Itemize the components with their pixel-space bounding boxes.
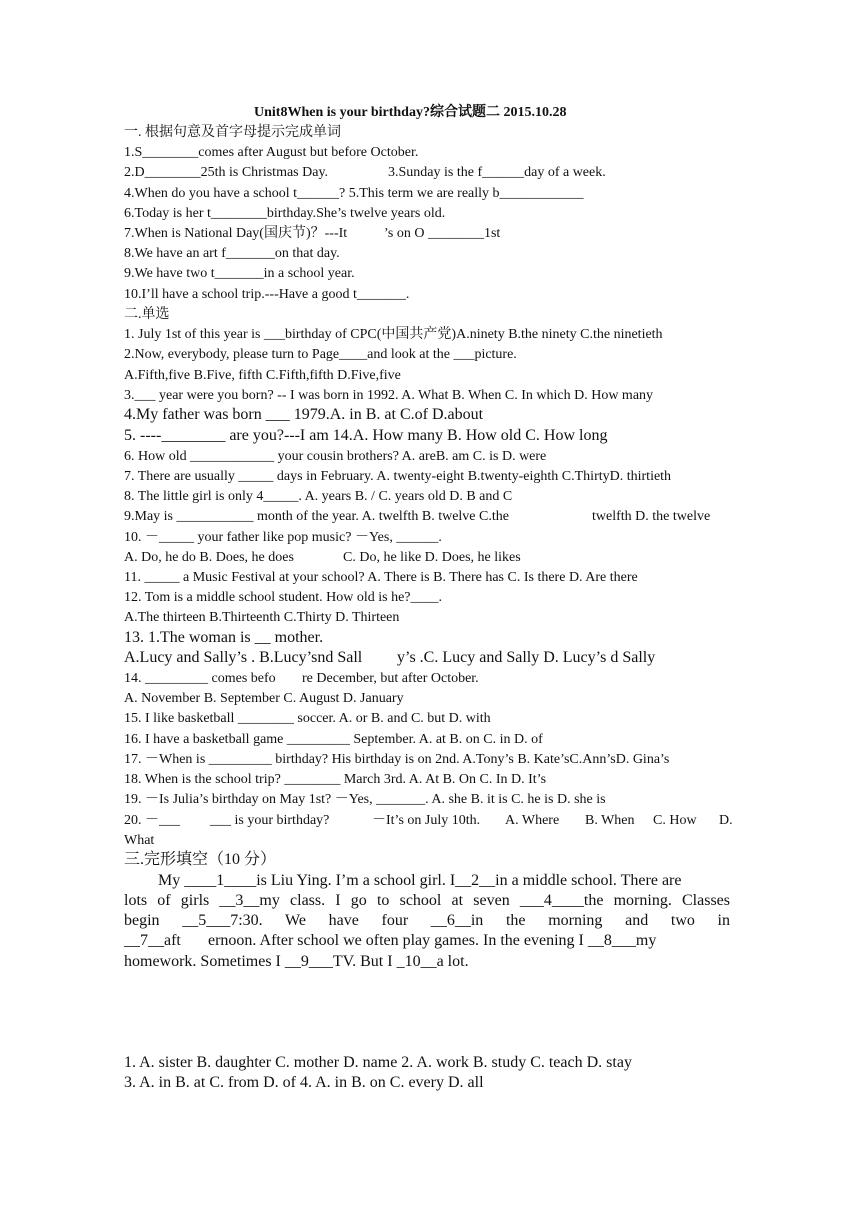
question-line: 10. －_____ your father like pop music? －Yes, ______. xyxy=(124,530,442,545)
option-a: A. Where xyxy=(505,813,560,828)
option-d-text: What xyxy=(124,833,155,848)
passage-line: My ____1____is Liu Ying. I’m a school girl. I__2__in a middle school. There are xyxy=(158,872,682,889)
options-line: y’s .C. Lucy and Sally D. Lucy’s d Sally xyxy=(397,649,656,666)
section-two-heading: 二.单选 xyxy=(124,307,170,322)
passage-line: ernoon. After school we often play games. In the evening I __8___my xyxy=(208,932,657,949)
question-line: 15. I like basketball ________ soccer. A. or B. and C. but D. with xyxy=(124,711,491,726)
passage-line: begin __5___7:30. We have four __6__in the morning and two in xyxy=(124,912,730,929)
question-line: 12. Tom is a middle school student. How old is he?____. xyxy=(124,590,443,605)
question-line: ___ is your birthday? xyxy=(210,813,330,828)
question-line: 18. When is the school trip? ________ March 3rd. A. At B. On C. In D. It’s xyxy=(124,772,547,787)
passage-line: __7__aft xyxy=(124,932,181,949)
question-line: 20. －___ xyxy=(124,813,180,828)
options-line: A.Lucy and Sally’s . B.Lucy’snd Sall xyxy=(124,649,363,666)
options-line: A. Do, he do B. Does, he does xyxy=(124,550,294,565)
options-line: 3. A. in B. at C. from D. of 4. A. in B. on C. every D. all xyxy=(124,1074,484,1091)
question-line: 1. July 1st of this year is ___birthday of CPC(中国共产党)A.ninety B.the ninety C.the ninetieth xyxy=(124,327,663,342)
question-line: 11. _____ a Music Festival at your school? A. There is B. There has C. Is there D. Are there xyxy=(124,570,638,585)
passage-line: homework. Sometimes I __9___TV. But I _10__a lot. xyxy=(124,953,469,970)
options-line: A. November B. September C. August D. January xyxy=(124,691,404,706)
question-line: 6.Today is her t________birthday.She’s twelve years old. xyxy=(124,206,446,221)
question-line: 8.We have an art f_______on that day. xyxy=(124,246,340,261)
question-line: 3.Sunday is the f______day of a week. xyxy=(388,165,606,180)
options-line: A.The thirteen B.Thirteenth C.Thirty D. Thirteen xyxy=(124,610,400,625)
page-title: Unit8When is your birthday?综合试题二 2015.10.28 xyxy=(254,105,567,120)
option-b: B. When xyxy=(585,813,635,828)
question-line: re December, but after October. xyxy=(302,671,479,686)
question-line: 7. There are usually _____ days in February. A. twenty-eight B.twenty-eighth C.ThirtyD. thirtieth xyxy=(124,469,672,484)
question-line: 2.D________25th is Christmas Day. xyxy=(124,165,329,180)
question-line: －It’s on July 10th. xyxy=(372,813,481,828)
passage-line: lots of girls __3__my class. I go to school at seven ___4____the morning. Classes xyxy=(124,892,730,909)
question-line: 8. The little girl is only 4_____. A. years B. / C. years old D. B and C xyxy=(124,489,513,504)
question-line: 13. 1.The woman is __ mother. xyxy=(124,629,324,646)
question-line: 2.Now, everybody, please turn to Page____and look at the ___picture. xyxy=(124,347,517,362)
options-line: C. Do, he like D. Does, he likes xyxy=(343,550,521,565)
question-line: ’s on O ________1st xyxy=(384,226,501,241)
question-line: twelfth D. the twelve xyxy=(592,509,711,524)
option-d: D. xyxy=(719,813,733,828)
options-line: A.Fifth,five B.Five, fifth C.Fifth,fifth D.Five,five xyxy=(124,368,401,383)
section-three-heading: 三.完形填空（10 分） xyxy=(124,851,277,868)
question-line: 5. ----________ are you?---I am 14.A. How many B. How old C. How long xyxy=(124,427,608,444)
question-line: 10.I’ll have a school trip.---Have a good t_______. xyxy=(124,287,410,302)
question-line: 19. －Is Julia’s birthday on May 1st? －Yes, _______. A. she B. it is C. he is D. she is xyxy=(124,792,606,807)
question-line: 7.When is National Day(国庆节)？---It xyxy=(124,226,348,241)
question-line: 14. _________ comes befo xyxy=(124,671,276,686)
question-line: 3.___ year were you born? -- I was born in 1992. A. What B. When C. In which D. How many xyxy=(124,388,654,403)
question-line: 9.We have two t_______in a school year. xyxy=(124,266,355,281)
question-line: 17. －When is _________ birthday? His birthday is on 2nd. A.Tony’s B. Kate’sC.Ann’sD. Gina’s xyxy=(124,752,670,767)
options-line: 1. A. sister B. daughter C. mother D. name 2. A. work B. study C. teach D. stay xyxy=(124,1054,632,1071)
question-line: 1.S________comes after August but before October. xyxy=(124,145,419,160)
question-line: 6. How old ____________ your cousin brothers? A. areB. am C. is D. were xyxy=(124,449,547,464)
section-one-heading: 一. 根据句意及首字母提示完成单词 xyxy=(124,125,341,140)
question-line: 9.May is ___________ month of the year. A. twelfth B. twelve C.the xyxy=(124,509,509,524)
question-line: 4.My father was born ___ 1979.A. in B. at C.of D.about xyxy=(124,406,484,423)
question-line: 16. I have a basketball game _________ September. A. at B. on C. in D. of xyxy=(124,732,543,747)
option-c: C. How xyxy=(653,813,697,828)
question-line: 4.When do you have a school t______? 5.This term we are really b____________ xyxy=(124,186,584,201)
